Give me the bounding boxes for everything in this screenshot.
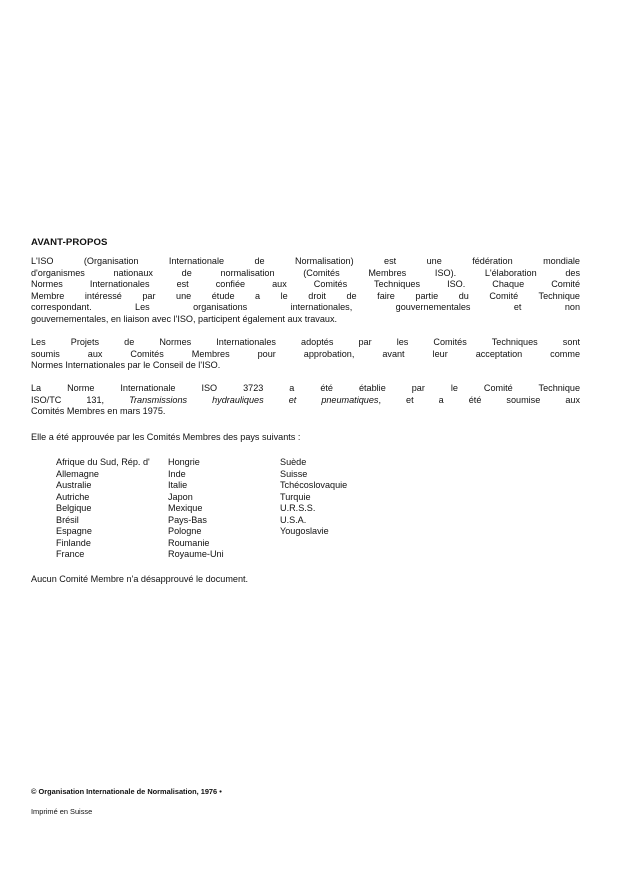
- paragraph-approval-intro: [31, 432, 580, 444]
- country-item: Finlande: [56, 537, 91, 548]
- printed-in-notice: Imprimé en Suisse: [31, 807, 93, 816]
- country-list-column-2: [168, 457, 224, 561]
- country-item: Italie: [168, 480, 188, 490]
- country-item: Japon: [168, 491, 193, 502]
- country-item: Turquie: [280, 491, 311, 502]
- committee-title: Transmissions hydrauliques et pneumatiques: [129, 394, 379, 405]
- text-line: La Norme Internationale ISO 3723 a été établie par le Comité Technique: [31, 383, 580, 393]
- country-item: Yougoslavie: [280, 526, 329, 536]
- country-item: Suisse: [280, 468, 308, 479]
- paragraph-standard-origin: [31, 383, 580, 418]
- country-item: Espagne: [56, 526, 92, 536]
- page-heading: AVANT-PROPOS: [31, 237, 108, 248]
- country-list-column-3: [280, 457, 347, 538]
- text-line: correspondant. Les organisations internationales, gouvernementales et non: [31, 302, 580, 313]
- paragraph-draft-standards: [31, 337, 580, 372]
- text-line: Les Projets de Normes Internationales adoptés par les Comités Techniques sont: [31, 337, 580, 347]
- text-line: L'ISO (Organisation Internationale de Normalisation) est une fédération mondiale: [31, 256, 580, 266]
- paragraph-iso-intro: [31, 256, 580, 326]
- country-item: U.R.S.S.: [280, 503, 316, 513]
- text-line: Elle a été approuvée par les Comités Membres des pays suivants :: [31, 432, 301, 442]
- country-item: Roumanie: [168, 537, 210, 548]
- country-item: Allemagne: [56, 468, 99, 479]
- text-line: Membre intéressé par une étude a le droit de faire partie du Comité Technique: [31, 290, 580, 301]
- country-item: Hongrie: [168, 457, 200, 467]
- country-item: France: [56, 549, 85, 559]
- text-fragment: , et a été soumise aux: [378, 394, 580, 405]
- country-list-column-1: [56, 457, 150, 561]
- country-item: Inde: [168, 468, 186, 479]
- country-item: Royaume-Uni: [168, 549, 224, 559]
- country-item: Pologne: [168, 526, 202, 536]
- country-item: Afrique du Sud, Rép. d': [56, 457, 150, 467]
- text-line: d'organismes nationaux de normalisation (Comités Membres ISO). L'élaboration des: [31, 267, 580, 278]
- text-line: Normes Internationales est confiée aux Comités Techniques ISO. Chaque Comité: [31, 279, 580, 290]
- country-item: Australie: [56, 480, 92, 490]
- country-item: U.S.A.: [280, 514, 307, 525]
- text-line: Comités Membres en mars 1975.: [31, 406, 166, 417]
- text-line: Aucun Comité Membre n'a désapprouvé le document.: [31, 574, 249, 584]
- text-line: soumis aux Comités Membres pour approbation, avant leur acceptation comme: [31, 348, 580, 359]
- text-line: Normes Internationales par le Conseil de l'ISO.: [31, 360, 221, 371]
- country-item: Suède: [280, 457, 307, 467]
- copyright-notice: © Organisation Internationale de Normalisation, 1976 •: [31, 787, 222, 796]
- country-item: Mexique: [168, 503, 203, 513]
- country-item: Belgique: [56, 503, 92, 513]
- text-line: gouvernementales, en liaison avec l'ISO, participent également aux travaux.: [31, 313, 338, 324]
- text-line: [31, 395, 580, 407]
- paragraph-no-disapproval: [31, 574, 580, 586]
- committee-ref: ISO/TC 131,: [31, 394, 130, 405]
- country-item: Tchécoslovaquie: [280, 480, 348, 490]
- country-item: Autriche: [56, 491, 90, 502]
- country-item: Brésil: [56, 514, 79, 525]
- country-item: Pays-Bas: [168, 514, 207, 525]
